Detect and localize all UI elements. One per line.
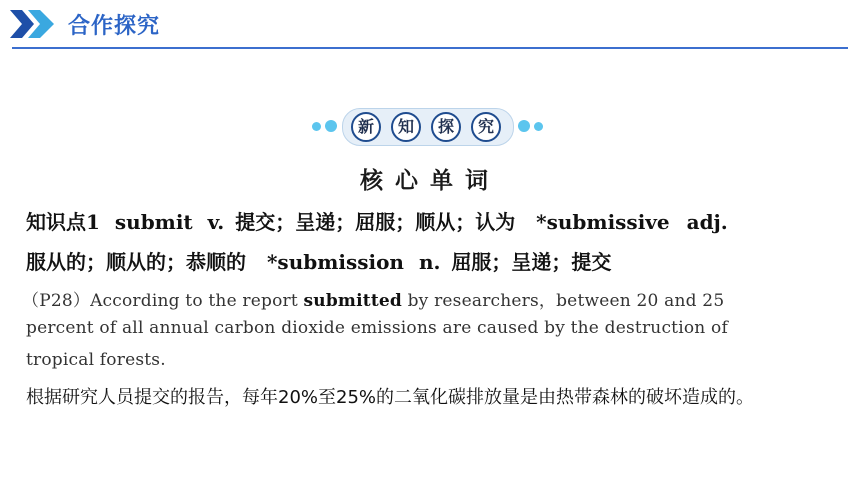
header-divider: [12, 47, 848, 49]
badge-dot-left-small: [312, 122, 321, 131]
example-line-2: percent of all annual carbon dioxide emissions are caused by the destruction of: [26, 318, 728, 338]
derivative-pos: adj.: [686, 210, 728, 234]
badge-char: 知: [391, 112, 421, 142]
headword: submit: [114, 210, 193, 234]
example-line-3: tropical forests.: [26, 350, 166, 370]
header-bar: [0, 0, 860, 50]
derivative-word-2: *submission: [266, 250, 404, 274]
section-title: 核心单词: [360, 168, 500, 194]
example-text-pre: According to the report: [90, 291, 298, 311]
example-source: （P28）: [22, 291, 91, 311]
knowledge-point-number: 1: [86, 210, 100, 234]
section-header-title: 合作探究: [68, 14, 161, 39]
derivative-meaning: 服从的；顺从的；恭顺的: [26, 250, 246, 274]
badge-char: 新: [351, 112, 381, 142]
badge-dot-right-small: [534, 122, 543, 131]
knowledge-point-label: 知识点: [26, 210, 86, 234]
vocab-line-2: [26, 246, 611, 275]
badge-char: 究: [471, 112, 501, 142]
example-translation: 根据研究人员提交的报告，每年20%至25%的二氧化碳排放量是由热带森林的破坏造成的。: [26, 387, 755, 408]
vocab-line-1: [26, 206, 728, 235]
example-keyword: submitted: [303, 291, 402, 311]
badge-pill: [342, 108, 514, 146]
headword-pos: v.: [207, 210, 225, 234]
example-line-1: [22, 286, 724, 311]
derivative-meaning-2: 屈服；呈递；提交: [451, 250, 612, 274]
topic-badge: [300, 108, 560, 146]
badge-dot-right-large: [518, 120, 530, 132]
derivative-word: *submissive: [536, 210, 670, 234]
derivative-pos-2: n.: [418, 250, 441, 274]
badge-dot-left-large: [325, 120, 337, 132]
example-text-post: by researchers，between 20 and 25: [407, 291, 725, 311]
badge-char: 探: [431, 112, 461, 142]
double-chevron-icon: [10, 10, 58, 38]
headword-meaning: 提交；呈递；屈服；顺从；认为: [235, 210, 516, 234]
